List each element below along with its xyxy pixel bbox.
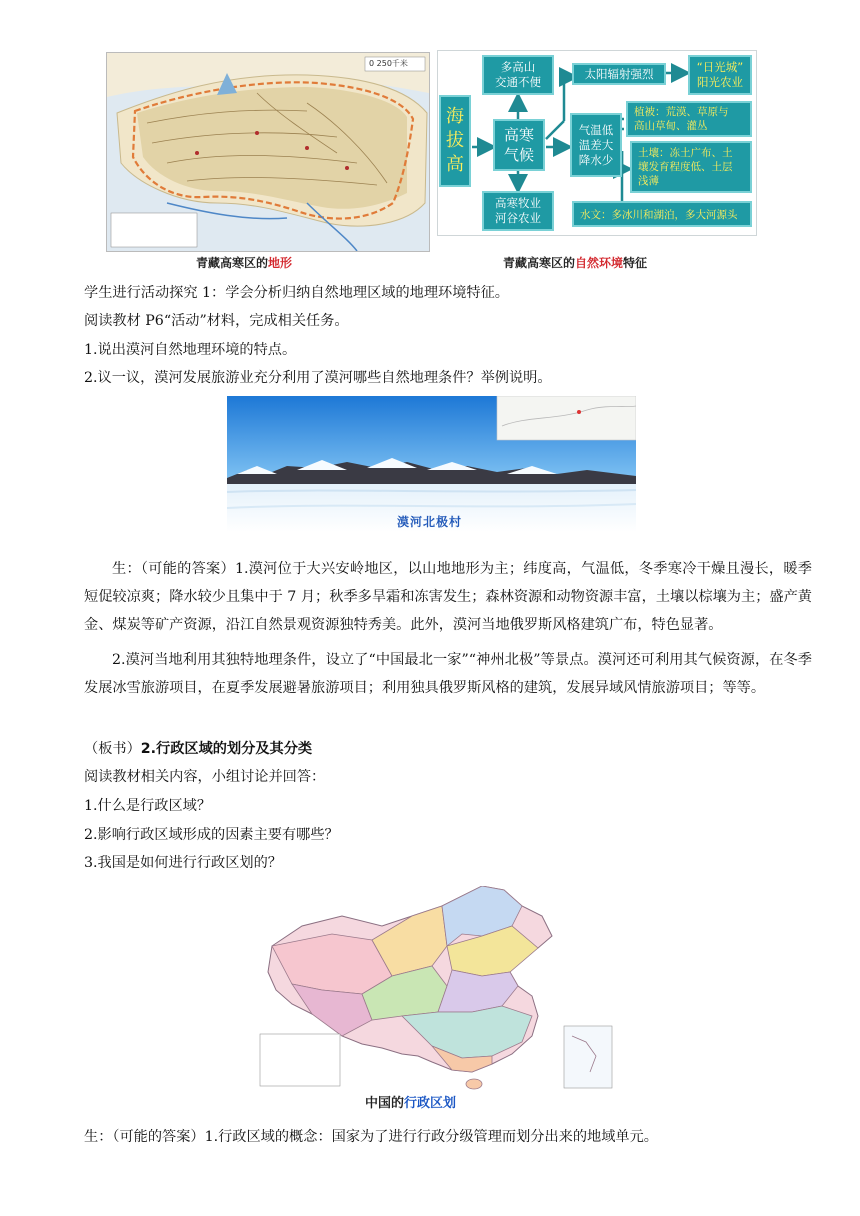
environment-flowchart: [437, 50, 757, 236]
terrain-map-caption: 青藏高寒区的地形: [196, 256, 293, 270]
flow-vegetation-box: 植被：荒漠、草原与 高山草甸、灌丛: [626, 101, 752, 137]
flow-center-box: 高寒 气候: [493, 119, 545, 171]
flow-top-box: 多高山 交通不便: [482, 55, 554, 95]
flow-sunny-city-box: “日光城” 阳光农业: [688, 55, 752, 95]
question-1: 1.说出漠河自然地理环境的特点。: [84, 342, 297, 358]
board-title: 2.行政区域的划分及其分类: [140, 741, 313, 757]
flow-sun-box: 太阳辐射强烈: [572, 63, 666, 85]
flow-root-box: 海 拔 高: [439, 95, 471, 187]
terrain-map-drawing: [107, 53, 429, 251]
review-question-3: 3.我国是如何进行行政区划的？: [84, 855, 282, 871]
answer-paragraph-1: 生：（可能的答案）1.漠河位于大兴安岭地区，以山地地形为主；纬度高，气温低，冬季寒冷干燥且漫长，暖季短促较凉爽；降水较少且集中于 7 月；秋季多旱霜和冻害发生；森林资源和动物资源丰富，土壤以棕壤为主；盛产黄金、煤炭等矿产资源，沿江自然景观资源独特秀美。此外，漠河当地俄罗斯风格建筑广布，特色显著。: [84, 561, 812, 633]
photo-caption: 漠河北极村: [397, 515, 463, 529]
reading-instruction: 阅读教材 P6“活动”材料，完成相关任务。: [84, 313, 349, 329]
answer-paragraph-2: 2.漠河当地利用其独特地理条件，设立了“中国最北一家”“神州北极”等景点。漠河还可利用其气候资源，在冬季发展冰雪旅游项目，在夏季发展避暑旅游项目；利用独具俄罗斯风格的建筑，发展异域风情旅游项目；等等。: [84, 652, 812, 696]
flow-soil-box: 土壤：冻土广布、土 壤发育程度低、土层 浅薄: [630, 141, 752, 193]
snow-landscape-drawing: [227, 396, 636, 532]
flow-mid-box: 气温低 温差大 降水少: [570, 113, 622, 177]
activity-intro: 学生进行活动探究 1：学会分析归纳自然地理区域的地理环境特征。: [84, 285, 509, 301]
flowchart-caption: 青藏高寒区的自然环境特征: [503, 256, 648, 270]
mohe-village-photo: [227, 396, 636, 532]
flow-bottom-box: 高寒牧业 河谷农业: [482, 191, 554, 231]
china-map-caption: 中国的行政区划: [365, 1096, 457, 1111]
flow-hydro-box: 水文：多冰川和湖泊，多大河源头: [572, 201, 752, 227]
map-scale: 0 250千米: [369, 59, 408, 68]
read-instruction-2: 阅读教材相关内容，小组讨论并回答：: [84, 769, 326, 785]
board-prefix: （板书）: [84, 741, 141, 757]
board-heading: [84, 739, 312, 759]
review-question-2: 2.影响行政区域形成的因素主要有哪些？: [84, 827, 339, 843]
review-question-1: 1.什么是行政区域？: [84, 798, 212, 814]
answer-paragraph-3: 生：（可能的答案）1.行政区域的概念：国家为了进行行政分级管理而划分出来的地域单元。: [84, 1129, 658, 1145]
china-admin-map: [242, 886, 614, 1091]
china-map-drawing: [242, 886, 614, 1091]
tibet-terrain-map: [106, 52, 430, 252]
question-2: 2.议一议，漠河发展旅游业充分利用了漠河哪些自然地理条件？举例说明。: [84, 370, 552, 386]
